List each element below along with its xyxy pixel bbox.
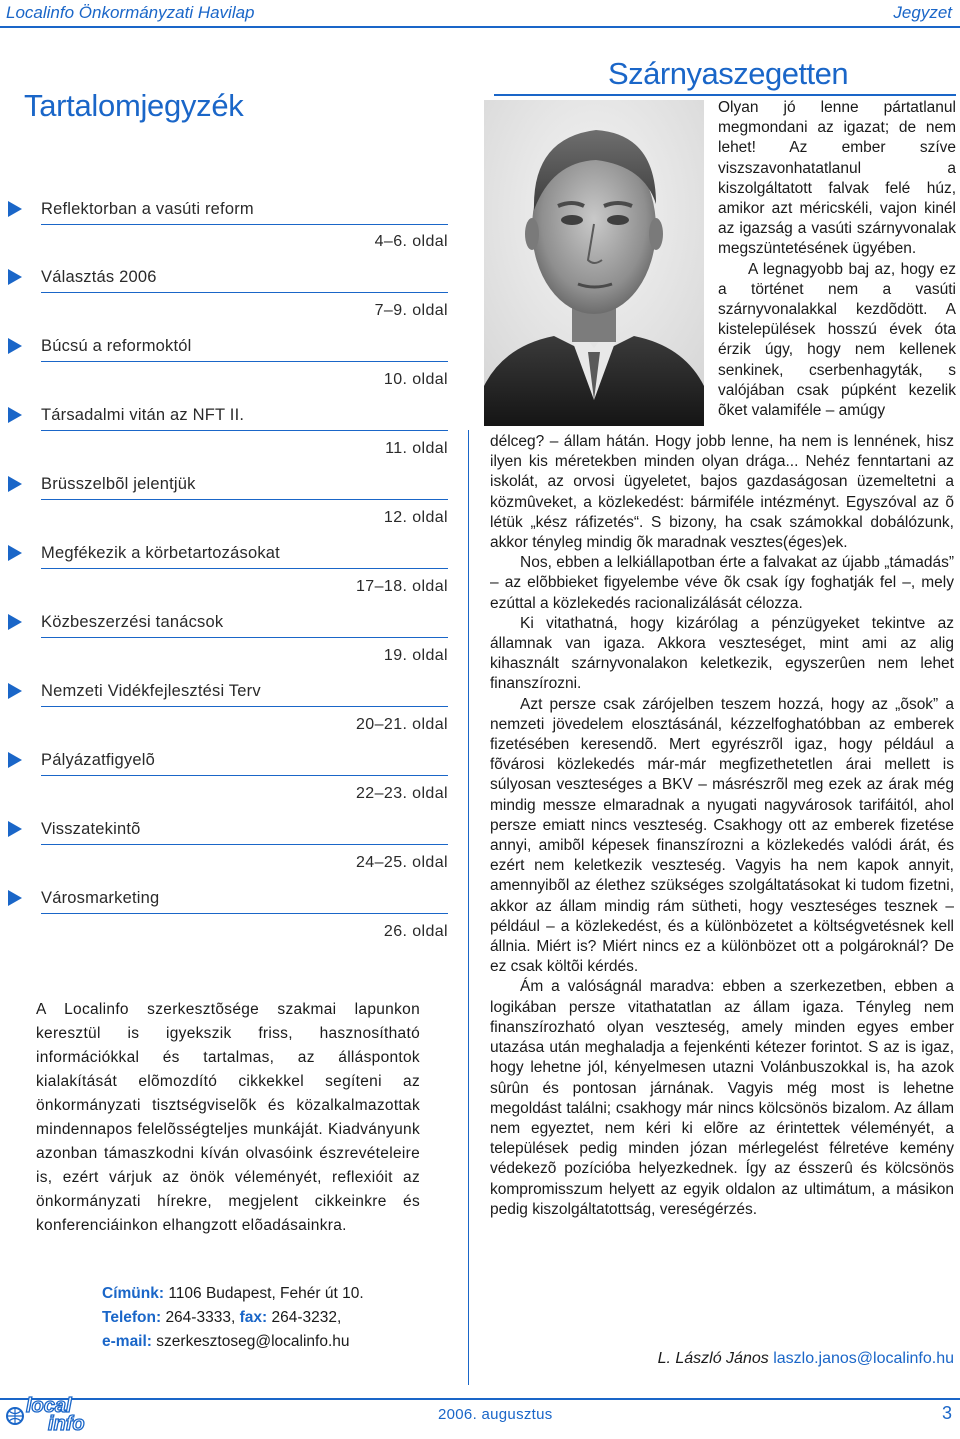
toc-item[interactable] bbox=[8, 613, 448, 664]
toc-item[interactable] bbox=[8, 475, 448, 526]
address-label: Címünk: bbox=[102, 1285, 164, 1302]
about-text: A Localinfo szerkesztõsége szakmai lapunkon keresztül is igyekszik friss, hasznosítható információkkal és tartalmas, az álláspontok kialakítását elõmozdító cikkekkel segíteni az önkormányzati tisztségviselõk és közalkalmazottak mindennapos felelõsségteljes munkáját. Kiadványunk azonban támaszkodni kíván olvasóink észrevételeire is, ezért várjuk az önök véleményét, reflexióit az önkormányzati hírekre, megjelent cikkeinkre és konferenciáinkon elhangzott elõadásainkra. bbox=[36, 1001, 420, 1234]
toc-item-page: 26. oldal bbox=[383, 923, 448, 940]
arrow-right-icon bbox=[8, 683, 22, 699]
toc-item-page: 19. oldal bbox=[383, 647, 448, 664]
author-email-link[interactable]: laszlo.janos@localinfo.hu bbox=[773, 1350, 954, 1367]
article-intro bbox=[718, 98, 956, 421]
toc-item-underline bbox=[41, 775, 448, 776]
arrow-right-icon bbox=[8, 752, 22, 768]
toc-item-label: Választás 2006 bbox=[41, 268, 157, 286]
toc-item-page: 24–25. oldal bbox=[356, 854, 448, 871]
toc-item-label: Városmarketing bbox=[41, 889, 160, 907]
article-title: Szárnyaszegetten bbox=[608, 56, 849, 91]
arrow-right-icon bbox=[8, 821, 22, 837]
toc-item-label: Megfékezik a körbetartozásokat bbox=[41, 544, 280, 562]
article-paragraph: Nos, ebben a lelkiállapotban érte a falvakat az újabb „támadás” – az elõbbieket figyelembe véve õk csak így foghatják fel –, mely ezúttal a közlekedés racionalizálását célozza. bbox=[490, 554, 954, 612]
toc-item-label: Brüsszelbõl jelentjük bbox=[41, 475, 196, 493]
article-paragraph: Ám a valóságnál maradva: ebben a szerkezetben, ebben a logikában persze vitathatatlan az állam igaza. Tényleg nem finanszírozható olyan veszteség, amely minden egyes ember utazása után meghaladja a fejenkénti kétezer forintot. S az is igaz, hogy lehetne jól, kényelmesen utazni Volánbuszokkal is, ha azok sûrûn és pontosan járnának. Vagyis még most is lehetne megoldást találni; csakhogy már nincs kölcsönös bizalom. Az állam nem egyeztet, nem kéri ki elõre az érintettek véleményét, a települések pedig minden józan mérlegelést félretéve kemény védekezõ pozícióba helyezkednek. Így az ésszerû és kölcsönös kompromisszum helyett az egyik oldalon az ultimátum, a másikon pedig kiszolgáltatottság, vereségérzés. bbox=[490, 978, 954, 1218]
publication-name: Localinfo Önkormányzati Havilap bbox=[6, 3, 255, 22]
arrow-right-icon bbox=[8, 545, 22, 561]
article-body bbox=[490, 432, 954, 1220]
toc-item[interactable] bbox=[8, 751, 448, 802]
toc-item-label: Közbeszerzési tanácsok bbox=[41, 613, 224, 631]
author-name: L. László János bbox=[657, 1350, 769, 1367]
article-paragraph: Olyan jó lenne pártatlanul megmondani az igazat; de nem lehet! Az ember szíve viszszavonhatatlanul a kiszolgáltatott falvak felé húz, amikor azt méricskéli, vajon kinél az igazság a vasúti szárnyvonalak megszüntetésének ügyében. bbox=[718, 99, 956, 258]
toc-item-label: Visszatekintõ bbox=[41, 820, 141, 838]
toc-item[interactable] bbox=[8, 268, 448, 319]
toc-title: Tartalomjegyzék bbox=[24, 88, 244, 123]
arrow-right-icon bbox=[8, 201, 22, 217]
arrow-right-icon bbox=[8, 890, 22, 906]
address-value: 1106 Budapest, Fehér út 10. bbox=[168, 1285, 364, 1302]
fax-label: fax: bbox=[239, 1309, 268, 1326]
arrow-right-icon bbox=[8, 614, 22, 630]
toc-item[interactable] bbox=[8, 682, 448, 733]
email-label: e-mail: bbox=[102, 1333, 152, 1350]
arrow-right-icon bbox=[8, 476, 22, 492]
toc-item-label: Pályázatfigyelõ bbox=[41, 751, 155, 769]
toc-item-underline bbox=[41, 361, 448, 362]
section-name: Jegyzet bbox=[893, 3, 952, 22]
phone-value: 264-3333, bbox=[165, 1309, 236, 1326]
toc-item-page: 7–9. oldal bbox=[374, 302, 448, 319]
email-line bbox=[102, 1330, 364, 1354]
arrow-right-icon bbox=[8, 407, 22, 423]
article-paragraph: Ki vitathatná, hogy kizárólag a pénzügyeket tekintve az államnak van igaza. Akkora veszteséget, mint ami az alig kihasznált szárnyvonalakon keletkezik, egyszerûen nem lehet finanszírozni. bbox=[490, 614, 954, 693]
page-number: 3 bbox=[941, 1403, 952, 1423]
toc-item[interactable] bbox=[8, 337, 448, 388]
arrow-right-icon bbox=[8, 269, 22, 285]
article-paragraph: Azt persze csak zárójelben teszem hozzá, hogy az „õsok” a nemzeti jövedelem elosztásánál, kézzelfoghatóbban az emberek fizetésében keresendõ. Mert egyrészrõl igaz, hogy például a fõvárosi közlekedés már-már megfizethetetlen árai mellett is súlyosan veszteséges a BKV – másrészrõl meg ezek az árak még mindig messze elmaradnak a nyugati nagyvárosok tarifáitól, ahol persze emiatt nincs veszteség. Csakhogy ott az emberek fizetése annyi, amibõl képesek finanszírozni a közlekedés valódi árát, és ezért nem keletkezik veszteség. Vagyis ha nem kapok annyit, amennyibõl az élethez szükséges szolgáltatásokat ki tudom fizetni, akkor az állam mindig rám sütheti, hogy veszteséges tesznek – például – a közlekedést, és a különbözetet a költségvetésnek kell állnia. Miért is? Miért nincs ez a különbözet ott a polgároknál? De ez csak költõi kérdés. bbox=[490, 695, 954, 976]
localinfo-logo bbox=[6, 1394, 102, 1439]
toc-item[interactable] bbox=[8, 820, 448, 871]
toc-item-page: 17–18. oldal bbox=[356, 578, 448, 595]
article-paragraph: A legnagyobb baj az, hogy ez a történet nem a vasúti szárnyvonalakkal kezdõdött. A kistelepülések hosszú évek óta érzik úgy, hogy nem kellenek senkinek, cserbenhagyták, s valójában csak púpként kezelik õket valamiféle – amúgy bbox=[718, 260, 956, 420]
header-divider bbox=[0, 26, 960, 28]
contact-block bbox=[102, 1282, 364, 1354]
toc-item[interactable] bbox=[8, 544, 448, 595]
toc-item-page: 12. oldal bbox=[383, 509, 448, 526]
toc-item-label: Társadalmi vitán az NFT II. bbox=[41, 406, 245, 424]
toc-item-underline bbox=[41, 224, 448, 225]
toc-item-underline bbox=[41, 499, 448, 500]
toc-item-underline bbox=[41, 568, 448, 569]
toc-item-label: Reflektorban a vasúti reform bbox=[41, 200, 254, 218]
toc-item-label: Búcsú a reformoktól bbox=[41, 337, 192, 355]
toc-item-underline bbox=[41, 292, 448, 293]
footer-divider bbox=[0, 1398, 960, 1400]
article-paragraph: délceg? – állam hátán. Hogy jobb lenne, ha nem is lennének, hisz ilyen kis méretekben minden olyan drága... Nehéz fenntartani az iskolát, az orvosi ügyeletet, bajos gazdaságosan üzemeltetni a közmûveket, a közlekedést: bármiféle intézményt. Egyszóval az õ létük „kész ráfizetés“. S bizony, ha csak számokkal dobálózunk, akkor tényleg mindig õk maradnak vesztes(éges)ek. bbox=[490, 433, 954, 552]
toc-item-underline bbox=[41, 706, 448, 707]
svg-text:localinfo: local info bbox=[26, 1395, 85, 1434]
fax-value: 264-3232, bbox=[271, 1309, 342, 1326]
toc-item[interactable] bbox=[8, 406, 448, 457]
toc-item-page: 11. oldal bbox=[385, 440, 448, 457]
phone-label: Telefon: bbox=[102, 1309, 162, 1326]
toc-item-page: 4–6. oldal bbox=[374, 233, 448, 250]
toc-item-page: 22–23. oldal bbox=[356, 785, 448, 802]
article-title-underline bbox=[494, 94, 956, 96]
toc-item-underline bbox=[41, 844, 448, 845]
toc-item-page: 10. oldal bbox=[383, 371, 448, 388]
toc-item[interactable] bbox=[8, 200, 448, 250]
arrow-right-icon bbox=[8, 338, 22, 354]
toc-item-underline bbox=[41, 430, 448, 431]
column-divider bbox=[468, 430, 469, 1385]
author-portrait-photo bbox=[484, 100, 704, 426]
article-signature bbox=[658, 1350, 954, 1368]
issue-date: 2006. augusztus bbox=[438, 1406, 553, 1423]
toc-item[interactable] bbox=[8, 889, 448, 940]
address-line bbox=[102, 1282, 364, 1306]
phone-line bbox=[102, 1306, 364, 1330]
toc-item-page: 20–21. oldal bbox=[356, 716, 448, 733]
email-link[interactable]: szerkesztoseg@localinfo.hu bbox=[156, 1333, 350, 1350]
toc-item-underline bbox=[41, 913, 448, 914]
toc-item-label: Nemzeti Vidékfejlesztési Terv bbox=[41, 682, 261, 700]
toc-item-underline bbox=[41, 637, 448, 638]
